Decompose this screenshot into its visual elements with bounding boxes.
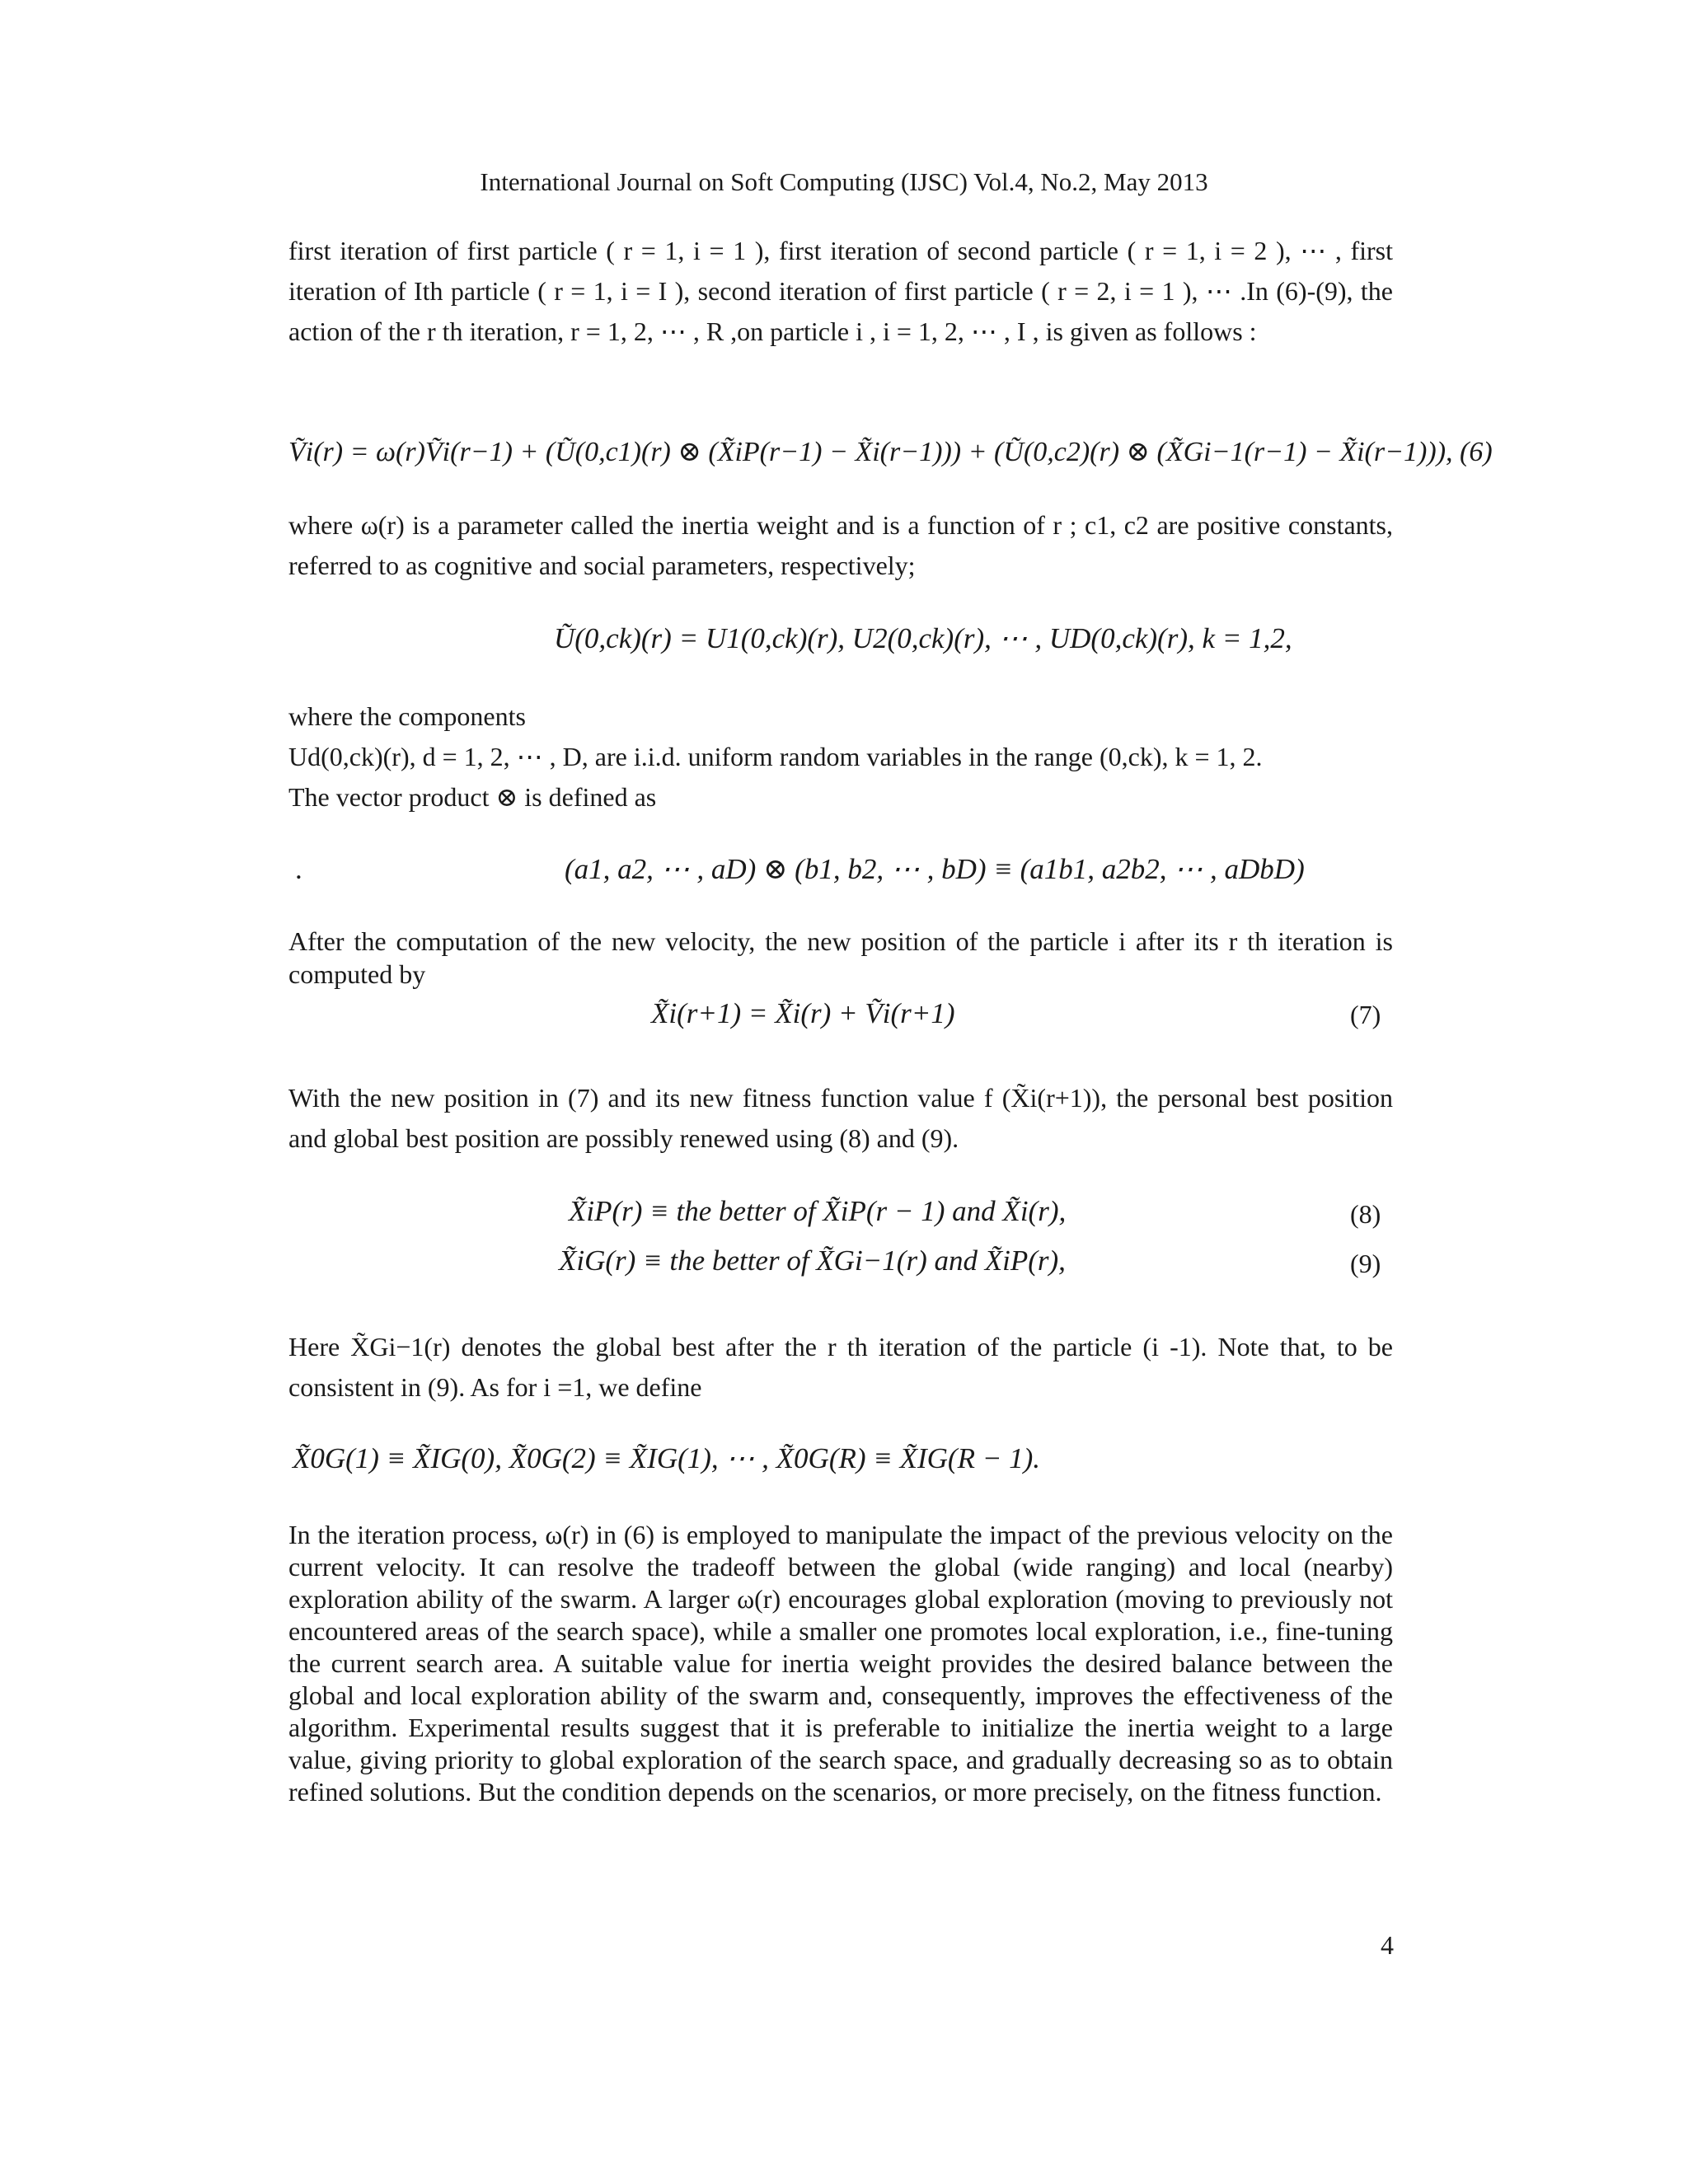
paragraph-inertia-weight-definition: where ω(r) is a parameter called the inertia weight and is a function of r ; c1, c2 are positive constants, referred to as cognitive and social parameters, respectively; [288, 510, 1393, 580]
running-header: International Journal on Soft Computing (IJSC) Vol.4, No.2, May 2013 [480, 167, 1208, 196]
paragraph-iteration-order: first iteration of first particle ( r = 1, i = 1 ), first iteration of second particle ( r = 1, i = 2 ), ⋯ , first iteration of Ith particle ( r = 1, i = I ), second iteration of first particle ( r = 2, i = 1 ), ⋯ .In (6)-(9), the action of the r th iteration, r = 1, 2, ⋯ , R ,on particle i , i = 1, 2, ⋯ , I , is given as follows : [288, 236, 1393, 346]
equation-8-personal-best: X̃iP(r) ≡ the better of X̃iP(r − 1) and X̃i(r), [569, 1195, 1067, 1227]
vector-product-intro: The vector product ⊗ is defined as [288, 782, 657, 812]
equation-8-number: (8) [1350, 1199, 1381, 1229]
paragraph-inertia-discussion: In the iteration process, ω(r) in (6) is employed to manipulate the impact of the previous velocity on the current velocity. It can resolve the tradeoff between the global (wide ranging) and local (nearby) exploration ability of the swarm. A larger ω(r) encourages global exploration (moving to previously not encountered areas of the search space), while a smaller one promotes local exploration, i.e., fine-tuning the current search area. A suitable value for inertia weight provides the desired balance between the global and local exploration ability of the swarm and, consequently, improves the effectiveness of the algorithm. Experimental results suggest that it is preferable to initialize the inertia weight to a large value, giving priority to global exploration of the search space, and gradually decreasing so as to obtain refined solutions. But the condition depends on the scenarios, or more precisely, on the fitness function. [288, 1520, 1393, 1807]
equation-initial-global-best: X̃0G(1) ≡ X̃IG(0), X̃0G(2) ≡ X̃IG(1), ⋯ , X̃0G(R) ≡ X̃IG(R − 1). [293, 1442, 1040, 1474]
equation-7-number: (7) [1350, 1000, 1381, 1029]
leading-dot: . [295, 853, 302, 885]
equation-9-global-best: X̃iG(r) ≡ the better of X̃Gi−1(r) and X̃iP(r), [559, 1244, 1066, 1277]
equation-7-position-update: X̃i(r+1) = X̃i(r) + Ṽi(r+1) [651, 997, 955, 1029]
paragraph-fitness-renewal: With the new position in (7) and its new fitness function value f (X̃i(r+1)), the personal best position and global best position are possibly renewed using (8) and (9). [288, 1083, 1393, 1153]
equation-vector-product: (a1, a2, ⋯ , aD) ⊗ (b1, b2, ⋯ , bD) ≡ (a1b1, a2b2, ⋯ , aDbD) [565, 853, 1305, 885]
equation-6-velocity-update: Ṽi(r) = ω(r)Ṽi(r−1) + (Ũ(0,c1)(r) ⊗ (X̃iP(r−1) − X̃i(r−1))) + (Ũ(0,c2)(r) ⊗ (X̃Gi−1(r−1) − X̃i(r−1))), (6) [288, 437, 1493, 467]
equation-9-number: (9) [1350, 1249, 1381, 1278]
equation-random-vector: Ũ(0,ck)(r) = U1(0,ck)(r), U2(0,ck)(r), ⋯ , UD(0,ck)(r), k = 1,2, [554, 622, 1292, 654]
components-definition: Ud(0,ck)(r), d = 1, 2, ⋯ , D, are i.i.d. uniform random variables in the range (0,ck), k = 1, 2. [288, 742, 1263, 771]
paragraph-global-best-note: Here X̃Gi−1(r) denotes the global best after the r th iteration of the particle (i -1). Note that, to be consistent in (9). As for i =1, we define [288, 1332, 1393, 1402]
paragraph-components [288, 696, 1393, 818]
paragraph-position-update-intro: After the computation of the new velocity, the new position of the particle i after its r th iteration is computed by [288, 926, 1393, 989]
page-number: 4 [1381, 1930, 1394, 1960]
components-intro: where the components [288, 701, 526, 731]
